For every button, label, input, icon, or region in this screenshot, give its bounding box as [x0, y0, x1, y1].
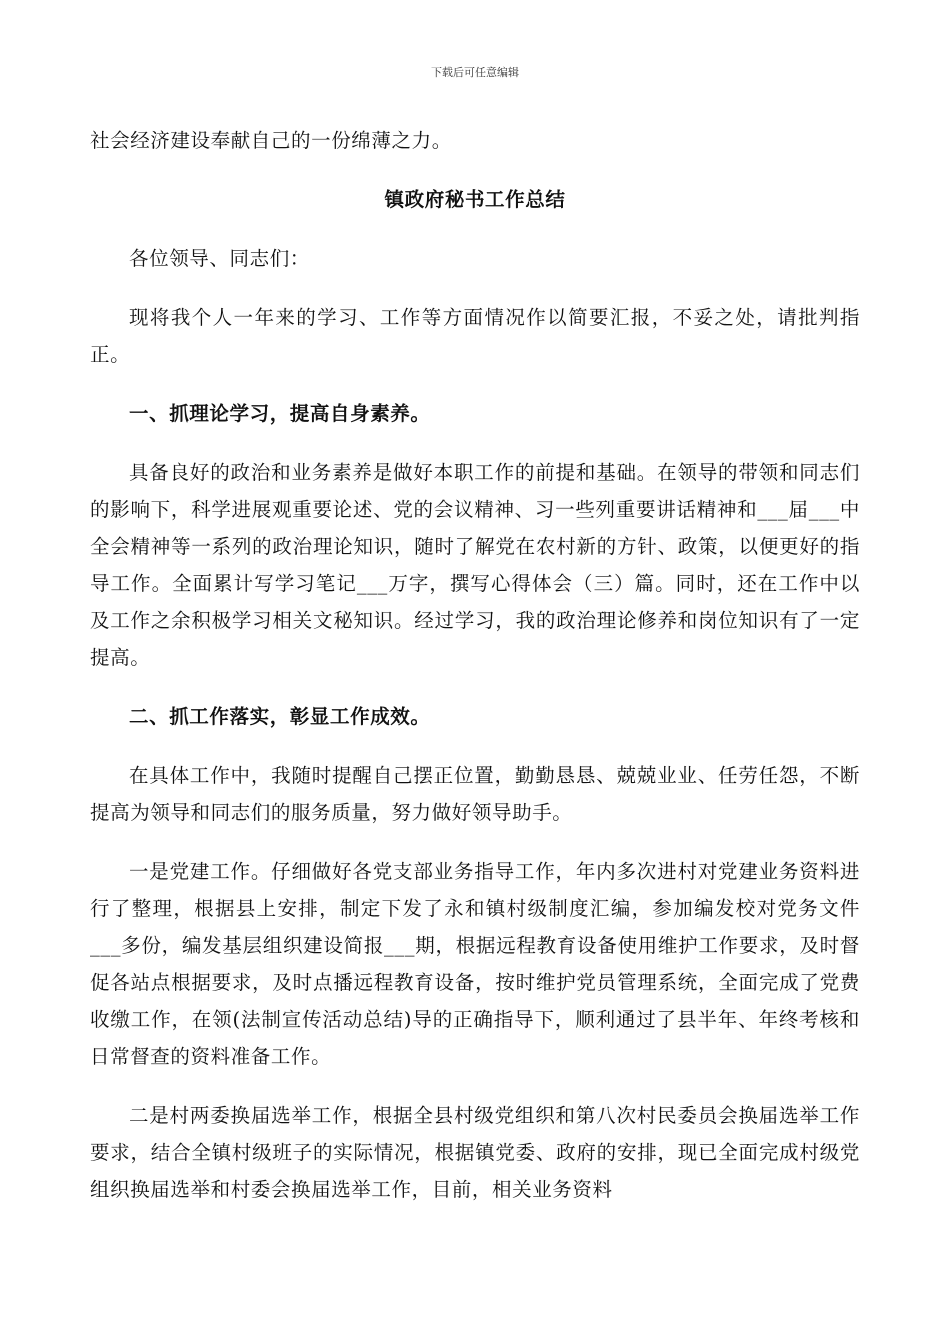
- intro-paragraph: 现将我个人一年来的学习、工作等方面情况作以简要汇报，不妥之处，请批判指正。: [90, 306, 860, 366]
- document-title: 镇政府秘书工作总结: [384, 188, 566, 211]
- section-paragraph-2: 在具体工作中，我随时提醒自己摆正位置，勤勤恳恳、兢兢业业、任劳任怨，不断提高为领导和同志们的服务质量，努力做好领导助手。: [90, 764, 860, 824]
- item-paragraph-2: 二是村两委换届选举工作，根据全县村级党组织和第八次村民委员会换届选举工作要求，结合全镇村级班子的实际情况，根据镇党委、政府的安排，现已全面完成村级党组织换届选举和村委会换届选举工作，目前，相关业务资料: [90, 1104, 860, 1201]
- continuation-paragraph: 社会经济建设奉献自己的一份绵薄之力。: [90, 129, 452, 152]
- item-paragraph-1: 一是党建工作。仔细做好各党支部业务指导工作，年内多次进村对党建业务资料进行了整理，根据县上安排，制定下发了永和镇村级制度汇编，参加编发校对党务文件___多份，编发基层组织建设简报___期，根据远程教育设备使用维护工作要求，及时督促各站点根据要求，及时点播远程教育设备，按时维护党员管理系统，全面完成了党费收缴工作，在领(法制宣传活动总结)导的正确指导下，顺利通过了县半年、年终考核和日常督查的资料准备工作。: [90, 860, 860, 1068]
- section-paragraph-1: 具备良好的政治和业务素养是做好本职工作的前提和基础。在领导的带领和同志们的影响下，科学进展观重要论述、党的会议精神、习一些列重要讲话精神和___届___中全会精神等一系列的政治理论知识，随时了解党在农村新的方针、政策，以便更好的指导工作。全面累计写学习笔记___万字，撰写心得体会（三）篇。同时，还在工作中以及工作之余积极学习相关文秘知识。经过学习，我的政治理论修养和岗位知识有了一定提高。: [90, 461, 860, 669]
- page-header-note: 下载后可任意编辑: [431, 66, 519, 79]
- greeting-paragraph: 各位领导、同志们：: [129, 247, 310, 270]
- section-heading-1: 一、抓理论学习，提高自身素养。: [129, 402, 431, 425]
- section-heading-2: 二、抓工作落实，彰显工作成效。: [129, 705, 431, 728]
- document-body: [90, 122, 860, 1208]
